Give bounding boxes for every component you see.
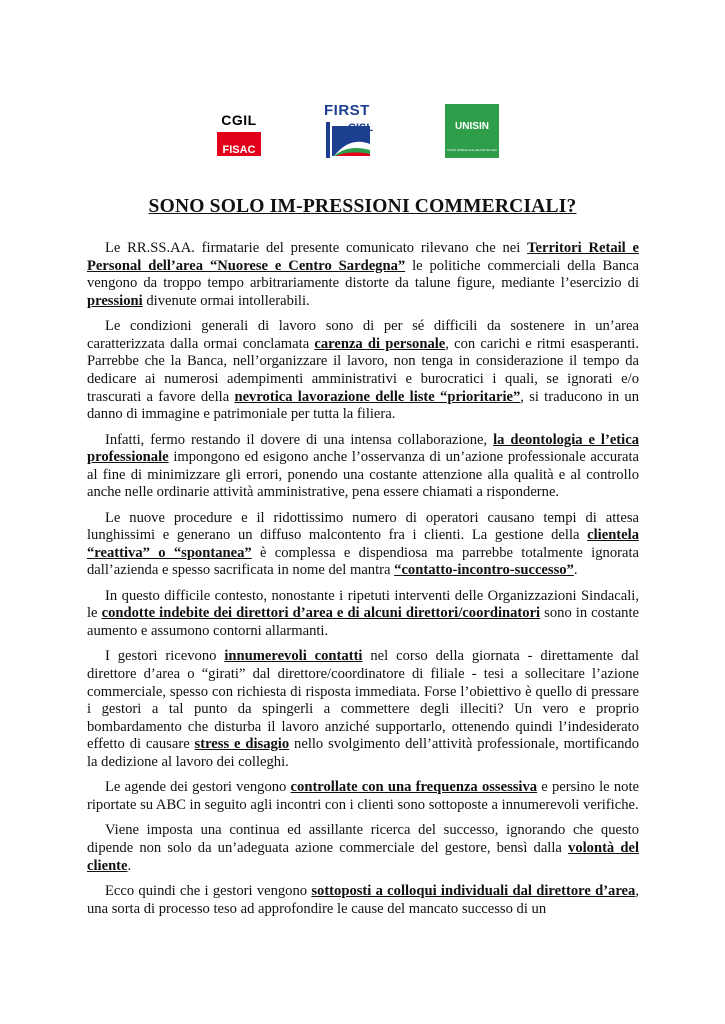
text-run: Le condizioni generali di lavoro sono di per sé difficili da sostenere in un’area caratterizzata dalla ormai conclamata bbox=[87, 318, 639, 352]
emphasis-text: clientela “reattiva” o “spontanea” bbox=[87, 527, 639, 561]
text-run: Le agende dei gestori vengono bbox=[105, 779, 291, 796]
text-run: , si traducono in un danno di immagine e patrimoniale per tutta la filiera. bbox=[87, 388, 640, 423]
emphasis-text: innumerevoli contatti bbox=[224, 648, 363, 665]
cgil-logo-text: CGIL bbox=[217, 106, 261, 132]
emphasis-text: “contatto-incontro-successo” bbox=[394, 562, 574, 579]
emphasis-text: volontà del cliente bbox=[87, 839, 639, 874]
document-title: SONO SOLO IM-PRESSIONI COMMERCIALI? bbox=[148, 196, 577, 217]
text-run: divenute ormai intollerabili. bbox=[142, 292, 310, 309]
paragraph-6 bbox=[87, 648, 639, 771]
text-run: nello svolgimento dell’attività professionale, mortificando la dedizione al lavoro dei colleghi. bbox=[87, 736, 639, 771]
fisac-logo-band bbox=[217, 132, 261, 156]
emphasis-text: carenza di personale bbox=[314, 335, 446, 352]
emphasis-text: controllate con una frequenza ossessiva bbox=[290, 779, 538, 796]
paragraph-8 bbox=[87, 822, 639, 875]
paragraph-9 bbox=[87, 883, 639, 918]
document-body bbox=[87, 240, 639, 926]
text-run: Viene imposta una continua ed assillante ricerca del successo, ignorando che questo dipende non solo da un’adeguata azione commerciale del gestore, bensì dalla bbox=[87, 822, 639, 856]
text-run: Ecco quindi che i gestori vengono bbox=[105, 882, 312, 899]
text-run: impongono ed esigono anche l’osservanza di un’azione professionale accurata al fine di minimizzare gli errori, ponendo una costante attenzione alla qualità e al controllo anche nelle ordinarie attività amministrative, pena essere chiamati a risponderne. bbox=[87, 449, 639, 501]
text-run: le politiche commerciali della Banca vengono da troppo tempo arbitrariamente distorte da talune figure, mediante l’esercizio di bbox=[87, 257, 639, 292]
emphasis-text: nevrotica lavorazione delle liste “prioritarie” bbox=[234, 388, 521, 405]
paragraph-5 bbox=[87, 588, 639, 641]
text-run: , una sorta di processo teso ad approfondire le cause del mancato successo di un bbox=[87, 882, 639, 917]
paragraph-1 bbox=[87, 240, 639, 310]
emphasis-text: condotte indebite dei direttori d’area e di alcuni direttori/coordinatori bbox=[101, 605, 541, 622]
paragraph-7 bbox=[87, 779, 639, 814]
first-logo-text: FIRST bbox=[324, 102, 370, 119]
unisin-logo-text: UNISIN bbox=[455, 121, 489, 132]
text-run: . bbox=[127, 857, 132, 874]
cgil-fisac-logo bbox=[217, 106, 261, 156]
text-run: In questo difficile contesto, nonostante i ripetuti interventi delle Organizzazioni Sindacali, le bbox=[87, 587, 639, 622]
text-run: Infatti, fermo restando il dovere di una intensa collaborazione, bbox=[105, 431, 494, 448]
text-run: Le nuove procedure e il ridottissimo numero di operatori causano tempi di attesa lunghissimi e generano un diffuso malcontento fra i clienti. La gestione della bbox=[87, 509, 639, 544]
text-run: , con carichi e ritmi esasperanti. Parrebbe che la Banca, nell’organizzare il lavoro, non tenga in considerazione il tempo da dedicare ai numerosi adempimenti amministrativi e burocratici i quali, se ignorati e/o trascurati a favore della bbox=[87, 335, 639, 405]
unisin-logo-subtitle: UNITÀ SINDACALE FALCRI SILCEA bbox=[447, 148, 497, 152]
text-run: nel corso della giornata - direttamente dal direttore d’area o “girati” dal direttore/coordinatore di filiale - tesi a sollecitare l’azione commerciale, spesso con richiesta di risposta immediata. Forse l’obiettivo è quello di pressare i gestori a tal punto da spingerli a commettere degli illeciti? Un vero e proprio bombardamento che disturba il lavoro anziché supportarlo, ottenendo quindi l’indesiderato effetto di causare bbox=[87, 648, 639, 753]
text-run: Le RR.SS.AA. firmatarie del presente comunicato rilevano che nei bbox=[105, 240, 528, 256]
text-run: sono in costante aumento e assumono contorni allarmanti. bbox=[87, 605, 640, 640]
emphasis-text: stress e disagio bbox=[194, 736, 290, 753]
fisac-logo-text: FISAC bbox=[222, 144, 256, 156]
paragraph-4 bbox=[87, 510, 639, 580]
emphasis-text: la deontologia e l’etica professionale bbox=[87, 431, 639, 466]
first-cisl-logo bbox=[324, 102, 372, 162]
text-run: . bbox=[573, 562, 578, 579]
paragraph-3 bbox=[87, 432, 639, 502]
emphasis-text: Territori Retail e Personal dell’area “Nuorese e Centro Sardegna” bbox=[87, 240, 639, 274]
emphasis-text: sottoposti a colloqui individuali dal direttore d’area bbox=[311, 882, 636, 899]
text-run: è complessa e dispendiosa ma parrebbe totalmente ignorata dall’azienda e spesso sacrificata in nome del mantra bbox=[87, 544, 639, 579]
unisin-logo bbox=[445, 104, 499, 158]
cisl-logo-text: CISL bbox=[348, 122, 374, 134]
text-run: I gestori ricevono bbox=[105, 648, 225, 665]
text-run: e persino le note riportate su ABC in seguito agli incontri con i clienti sono sottoposte a innumerevoli verifiche. bbox=[87, 779, 639, 813]
emphasis-text: pressioni bbox=[87, 292, 143, 309]
paragraph-2 bbox=[87, 318, 639, 424]
